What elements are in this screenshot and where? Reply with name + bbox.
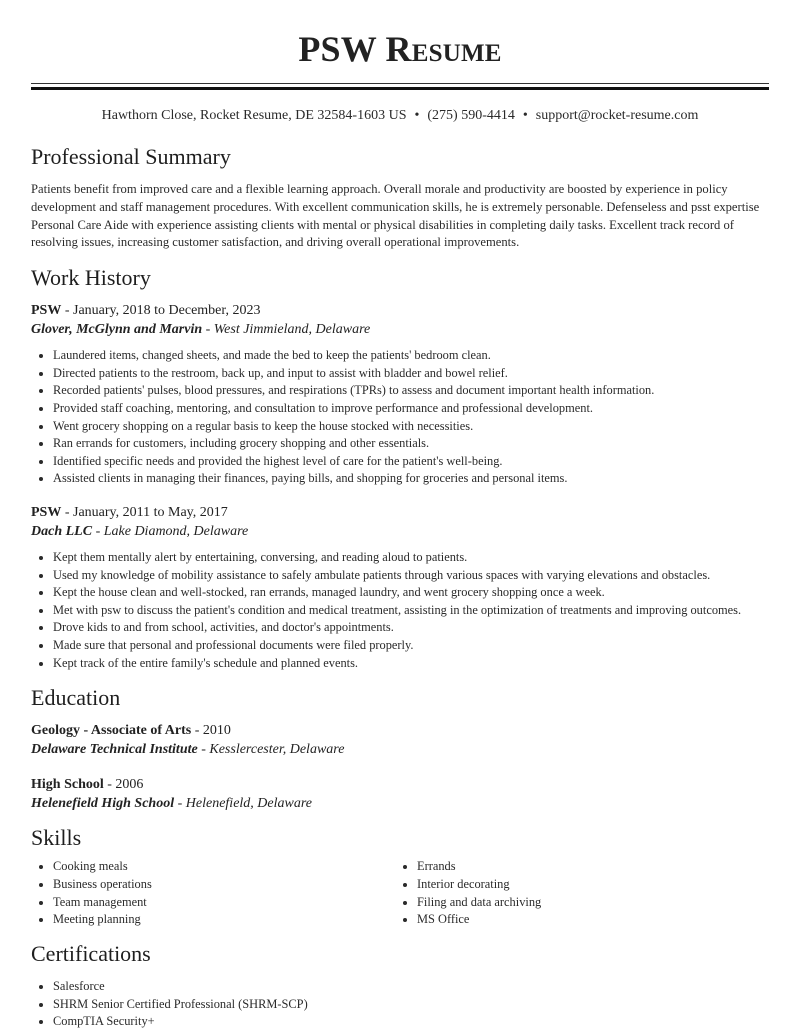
skill-item: • Cooking meals xyxy=(53,858,395,876)
job-company-line xyxy=(31,320,769,339)
list-item: • Made sure that personal and professional documents were filed properly. xyxy=(53,637,769,655)
section-heading-work-history: Work History xyxy=(31,265,151,291)
skills-list-right xyxy=(395,858,759,929)
education-entry xyxy=(31,721,769,759)
section-heading-education: Education xyxy=(31,685,121,711)
contact-address: Hawthorn Close, Rocket Resume, DE 32584-1603 US xyxy=(101,108,407,123)
skill-item: • MS Office xyxy=(417,911,759,929)
contact-line xyxy=(31,107,769,125)
bullet-separator: • xyxy=(522,108,528,123)
education-entry xyxy=(31,775,769,813)
graduation-year: - 2010 xyxy=(191,723,231,739)
skill-item: • Errands xyxy=(417,858,759,876)
degree: High School xyxy=(31,777,104,793)
list-item: • Met with psw to discuss the patient's condition and medical treatment, assisting in the optimization of treatments and improving outcomes. xyxy=(53,602,769,620)
job-duties-list xyxy=(31,549,769,672)
skill-item: • Team management xyxy=(53,894,395,912)
degree-line xyxy=(31,721,769,740)
certification-item: • CompTIA Security+ xyxy=(53,1013,769,1031)
divider-thick xyxy=(31,87,769,90)
contact-email[interactable]: support@rocket-resume.com xyxy=(535,108,699,123)
list-item: • Used my knowledge of mobility assistance to safely ambulate patients through various spaces with varying elevations and obstacles. xyxy=(53,567,769,585)
graduation-year: - 2006 xyxy=(103,777,144,793)
skill-item: • Filing and data archiving xyxy=(417,894,759,912)
school-location: - Helenefield, Delaware xyxy=(174,796,312,812)
divider-thin xyxy=(31,83,769,84)
job-company: Glover, McGlynn and Marvin xyxy=(31,322,203,338)
list-item: • Assisted clients in managing their finances, paying bills, and shopping for groceries and personal items. xyxy=(53,470,769,488)
degree: Geology - Associate of Arts xyxy=(31,723,192,739)
job-title: PSW xyxy=(31,303,62,319)
contact-phone: (275) 590-4414 xyxy=(427,108,515,123)
section-heading-skills: Skills xyxy=(31,825,82,851)
list-item: • Kept the house clean and well-stocked, ran errands, managed laundry, and went grocery shopping once a week. xyxy=(53,584,769,602)
list-item: • Recorded patients' pulses, blood pressures, and respirations (TPRs) to assess and document important health information. xyxy=(53,382,769,400)
school-location: - Kesslercester, Delaware xyxy=(197,742,345,758)
list-item: • Drove kids to and from school, activities, and doctor's appointments. xyxy=(53,619,769,637)
job-location: - Lake Diamond, Delaware xyxy=(92,523,249,539)
skills-columns xyxy=(31,858,769,929)
certifications-list xyxy=(31,978,769,1031)
skill-item: • Business operations xyxy=(53,876,395,894)
list-item: • Laundered items, changed sheets, and made the bed to keep the patients' bedroom clean. xyxy=(53,347,769,365)
school-line xyxy=(31,740,769,759)
section-heading-summary: Professional Summary xyxy=(31,144,231,169)
section-heading-certifications: Certifications xyxy=(31,941,151,967)
list-item: • Went grocery shopping on a regular basis to keep the house stocked with necessities. xyxy=(53,418,769,436)
job-company-line xyxy=(31,522,769,541)
skill-item: • Interior decorating xyxy=(417,876,759,894)
list-item: • Directed patients to the restroom, back up, and input to assist with bladder and bowel relief. xyxy=(53,365,769,383)
summary-text: Patients benefit from improved care and a flexible learning approach. Overall morale and productivity are boosted by experience in policy development and staff management procedures. With excellent communication skills, he is extremely personable. Defenseless and psst expertise Personal Care Aide with experience assisting clients with mental or physical disabilities in completing daily tasks. Excellent track record of resolving issues, increasing customer satisfaction, and driving overall operational improvements. xyxy=(31,182,760,250)
school-line xyxy=(31,794,769,813)
job-entry xyxy=(31,301,769,488)
job-title-line xyxy=(31,301,769,320)
school-name: Delaware Technical Institute xyxy=(31,742,198,758)
list-item: • Ran errands for customers, including grocery shopping and other essentials. xyxy=(53,435,769,453)
job-title: PSW xyxy=(31,504,62,520)
degree-line xyxy=(31,775,769,794)
job-title-line xyxy=(31,503,769,522)
job-dates: - January, 2018 to December, 2023 xyxy=(61,303,261,319)
job-entry xyxy=(31,503,769,672)
job-company: Dach LLC xyxy=(31,523,93,539)
header-divider xyxy=(31,83,769,90)
skill-item: • Meeting planning xyxy=(53,911,395,929)
list-item: • Provided staff coaching, mentoring, and consultation to improve performance and professional development. xyxy=(53,400,769,418)
job-duties-list xyxy=(31,347,769,488)
job-dates: - January, 2011 to May, 2017 xyxy=(61,504,228,520)
certification-item: • Salesforce xyxy=(53,978,769,996)
list-item: • Identified specific needs and provided the highest level of care for the patient's well-being. xyxy=(53,453,769,471)
resume-title: PSW Resume xyxy=(298,29,502,69)
skills-list-left xyxy=(31,858,395,929)
school-name: Helenefield High School xyxy=(31,796,175,812)
bullet-separator: • xyxy=(414,108,420,123)
list-item: • Kept track of the entire family's schedule and planned events. xyxy=(53,655,769,673)
certification-item: • SHRM Senior Certified Professional (SHRM-SCP) xyxy=(53,996,769,1014)
job-location: - West Jimmieland, Delaware xyxy=(202,322,371,338)
list-item: • Kept them mentally alert by entertaining, conversing, and reading aloud to patients. xyxy=(53,549,769,567)
